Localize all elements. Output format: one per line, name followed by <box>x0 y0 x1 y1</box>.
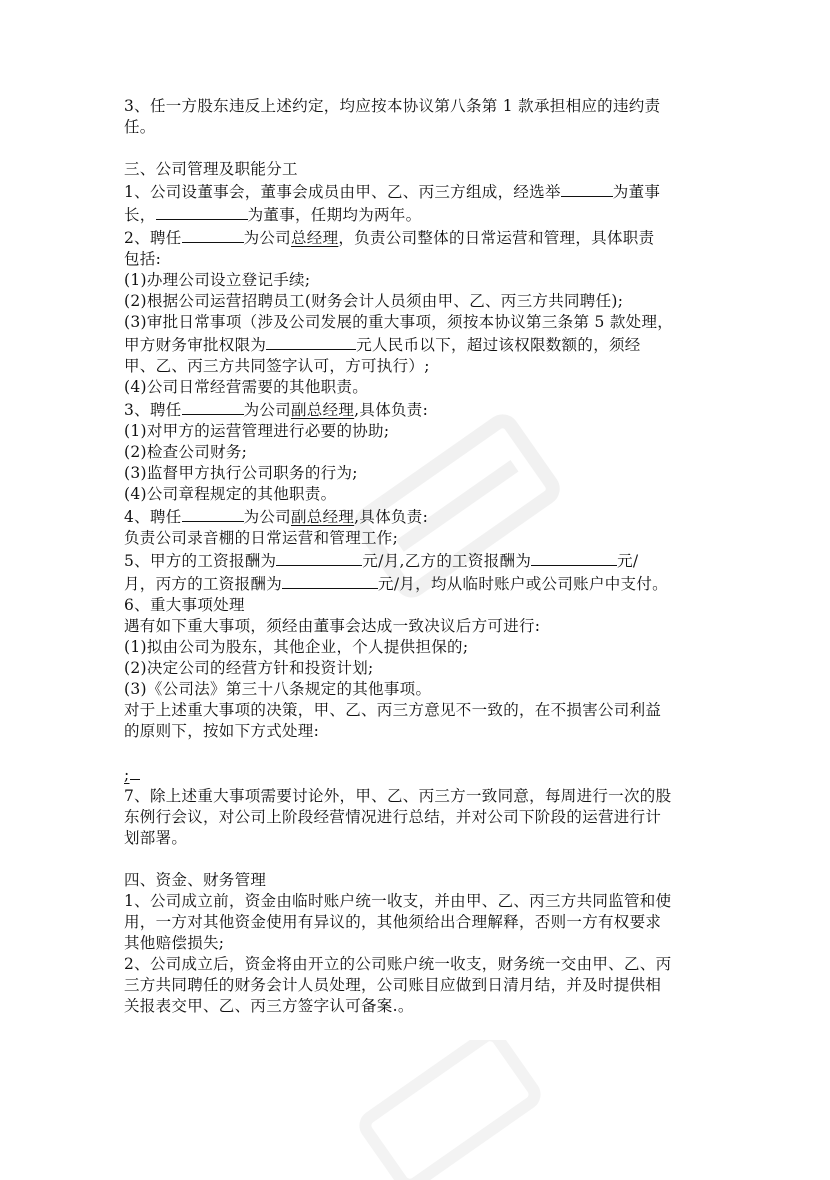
list-item: (1)拟由公司为股东，其他企业，个人提供担保的; <box>124 638 469 656</box>
paragraph: 5、甲方的工资报酬为 元/月,乙方的工资报酬为 元/ <box>124 549 714 572</box>
paragraph: 1、公司设董事会，董事会成员由甲、乙、丙三方组成，经选举 为董事 <box>124 180 714 203</box>
list-item: (1)对甲方的运营管理进行必要的协助; <box>124 422 390 440</box>
position-title: 副总经理 <box>290 401 355 419</box>
paragraph: 其他赔偿损失; <box>124 934 225 952</box>
section-title: 三、公司管理及职能分工 <box>124 160 298 178</box>
paragraph: 关报表交甲、乙、丙三方签字认可备案.。 <box>124 997 414 1015</box>
list-item: (2)检查公司财务; <box>124 443 248 461</box>
paragraph: 任。 <box>124 118 156 136</box>
list-item: (2)决定公司的经营方针和投资计划; <box>124 659 374 677</box>
list-item: (1)办理公司设立登记手续; <box>124 271 311 289</box>
contract-body <box>124 96 714 1017</box>
list-item: (3)监督甲方执行公司职务的行为; <box>124 464 358 482</box>
paragraph: 用，一方对其他资金使用有异议的，其他须给出合理解释，否则一方有权要求 <box>124 913 662 931</box>
paragraph: 三方共同聘任的财务会计人员处理，公司账目应做到日清月结，并及时提供相 <box>124 976 662 994</box>
paragraph: 3、聘任 为公司副总经理,具体负责: <box>124 398 714 421</box>
list-item: (2)根据公司运营招聘员工(财务会计人员须由甲、乙、丙三方共同聘任); <box>124 292 624 310</box>
paragraph: 长， 为董事，任期均为两年。 <box>124 203 714 226</box>
list-item: 甲方财务审批权限为 元人民币以下，超过该权限数额的，须经 <box>124 333 714 356</box>
paragraph: 东例行会议，对公司上阶段经营情况进行总结，并对公司下阶段的运营进行计 <box>124 808 662 826</box>
paragraph: 划部署。 <box>124 829 188 847</box>
paragraph: 2、公司成立后，资金将由开立的公司账户统一收支，财务统一交由甲、乙、丙 <box>124 955 672 973</box>
list-item: (4)公司章程规定的其他职责。 <box>124 485 337 503</box>
list-item: (3)《公司法》第三十八条规定的其他事项。 <box>124 680 432 698</box>
paragraph: 遇有如下重大事项，须经由董事会达成一致决议后方可进行: <box>124 617 541 635</box>
position-title: 副总经理 <box>290 508 355 526</box>
paragraph: 的原则下，按如下方式处理: <box>124 722 320 740</box>
paragraph: 对于上述重大事项的决策，甲、乙、丙三方意见不一致的，在不损害公司利益 <box>124 701 662 719</box>
paragraph: 6、重大事项处理 <box>124 596 245 614</box>
position-title: 总经理 <box>290 229 339 247</box>
paragraph: 3、任一方股东违反上述约定，均应按本协议第八条第 1 款承担相应的违约责 <box>124 97 661 115</box>
list-item: 甲、乙、丙三方共同签字认可，方可执行）; <box>124 357 430 375</box>
paragraph: 2、聘任 为公司总经理，负责公司整体的日常运营和管理，具体职责 <box>124 226 714 249</box>
watermark-stamp-icon-bottom <box>320 1040 580 1180</box>
paragraph: 7、除上述重大事项需要讨论外，甲、乙、丙三方一致同意，每周进行一次的股 <box>124 787 672 805</box>
list-item: (4)公司日常经营需要的其他职责。 <box>124 378 369 396</box>
list-item: 负责公司录音棚的日常运营和管理工作; <box>124 529 399 547</box>
paragraph: 4、聘任 为公司副总经理,具体负责: <box>124 505 714 528</box>
list-item: (3)审批日常事项（涉及公司发展的重大事项，须按本协议第三条第 5 款处理， <box>124 313 674 331</box>
section-title: 四、资金、财务管理 <box>124 871 267 889</box>
paragraph: 1、公司成立前，资金由临时账户统一收支，并由甲、乙、丙三方共同监管和使 <box>124 892 672 910</box>
paragraph: 包括: <box>124 250 162 268</box>
paragraph: ; <box>124 763 714 786</box>
paragraph: 月，丙方的工资报酬为 元/月，均从临时账户或公司账户中支付。 <box>124 572 714 595</box>
